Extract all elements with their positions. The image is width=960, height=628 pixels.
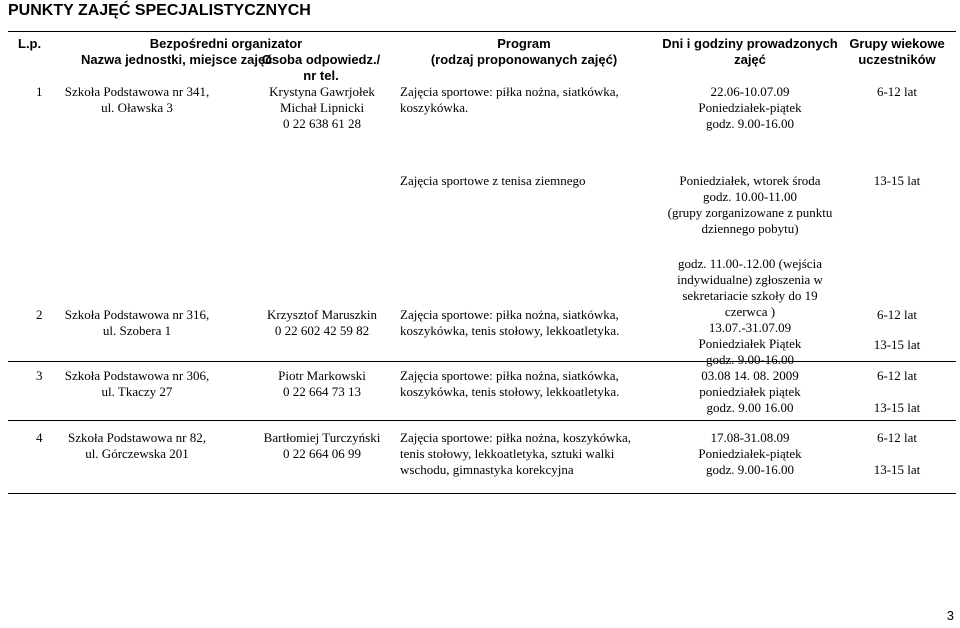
row4-person-line1: Bartłomiej Turczyński (263, 430, 381, 445)
row1-school-line2: ul. Oławska 3 (101, 100, 173, 115)
row2-person-line1: Krzysztof Maruszkin (266, 307, 378, 322)
page-number: 3 (946, 608, 954, 623)
row3-school-line2: ul. Tkaczy 27 (101, 384, 173, 399)
row2-age-line2: 13-15 lat (873, 337, 921, 352)
header-osoba-2: nr tel. (303, 68, 339, 83)
row3-age-line2: 13-15 lat (873, 400, 921, 415)
header-program-2: (rodzaj proponowanych zajęć) (430, 52, 618, 67)
row4-age-line2: 13-15 lat (873, 462, 921, 477)
page-title: PUNKTY ZAJĘĆ SPECJALISTYCZNYCH (8, 2, 311, 19)
row4-age-line1: 6-12 lat (876, 430, 918, 445)
row2-age-line1: 6-12 lat (876, 307, 918, 322)
header-nazwa: Nazwa jednostki, miejsce zajęć (81, 52, 273, 67)
row1-program-line1: Zajęcia sportowe: piłka nożna, siatkówka, (400, 84, 619, 99)
row2-person-line2: 0 22 602 42 59 82 (274, 323, 370, 338)
row3-person-line1: Piotr Markowski (278, 368, 366, 383)
row4-days-line1: 17.08-31.08.09 (710, 430, 790, 445)
row3-lp: 3 (36, 368, 43, 383)
header-osoba-1: Osoba odpowiedz./ (261, 52, 381, 67)
header-dni-1: Dni i godziny prowadzonych (662, 36, 838, 51)
row2-tennis-age: 13-15 lat (873, 173, 921, 188)
row2-days-line2: Poniedziałek Piątek (698, 336, 802, 351)
row4-lp: 4 (36, 430, 43, 445)
row3-program-line1: Zajęcia sportowe: piłka nożna, siatkówka, (400, 368, 619, 383)
row3-age-line1: 6-12 lat (876, 368, 918, 383)
row3-school-line1: Szkoła Podstawowa nr 306, (64, 368, 210, 383)
row1-days-line3: godz. 9.00-16.00 (705, 116, 795, 131)
header-program-1: Program (497, 36, 551, 51)
row2-individual-line3: sekretariacie szkoły do 19 (682, 288, 818, 303)
header-grupy-1: Grupy wiekowe (849, 36, 945, 51)
row2-lp: 2 (36, 307, 43, 322)
row2-tennis-days-line2: godz. 10.00-11.00 (702, 189, 798, 204)
row2-individual-line1: godz. 11.00-.12.00 (wejścia (678, 256, 822, 271)
row3-program-line2: koszykówka, tenis stołowy, lekkoatletyka. (400, 384, 620, 399)
header-grupy-2: uczestników (858, 52, 936, 67)
table-rule-bottom (8, 493, 956, 494)
header-lp: L.p. (18, 36, 42, 51)
row4-person-line2: 0 22 664 06 99 (283, 446, 361, 461)
row3-person-line2: 0 22 664 73 13 (283, 384, 361, 399)
header-bezposredni: Bezpośredni organizator (149, 36, 303, 51)
row2-individual-line2: indywidualne) zgłoszenia w (677, 272, 823, 287)
row2-program-line1: Zajęcia sportowe: piłka nożna, siatkówka, (400, 307, 619, 322)
row1-person-line1: Krystyna Gawrjołek (269, 84, 375, 99)
row2-program-line2: koszykówka, tenis stołowy, lekkoatletyka. (400, 323, 620, 338)
row2-tennis-days-line4: dziennego pobytu) (701, 221, 799, 236)
header-dni-2: zajęć (734, 52, 766, 67)
row2-school-line2: ul. Szobera 1 (102, 323, 172, 338)
row2-school-line1: Szkoła Podstawowa nr 316, (64, 307, 210, 322)
table-rule-row4 (8, 420, 956, 421)
row1-lp: 1 (36, 84, 43, 99)
row1-person-line3: 0 22 638 61 28 (283, 116, 361, 131)
table-rule-top (8, 31, 956, 32)
row3-days-line1: 03.08 14. 08. 2009 (701, 368, 799, 383)
row1-days-line1: 22.06-10.07.09 (710, 84, 790, 99)
row4-days-line2: Poniedziałek-piątek (698, 446, 802, 461)
row4-program-line3: wschodu, gimnastyka korekcyjna (400, 462, 574, 477)
row1-days-line2: Poniedziałek-piątek (698, 100, 802, 115)
row1-school-line1: Szkoła Podstawowa nr 341, (64, 84, 210, 99)
row4-school-line1: Szkoła Podstawowa nr 82, (68, 430, 206, 445)
row1-age: 6-12 lat (876, 84, 918, 99)
row4-school-line2: ul. Górczewska 201 (85, 446, 189, 461)
row2-days-line3: godz. 9.00-16.00 (705, 352, 795, 367)
row1-person-line2: Michał Lipnicki (279, 100, 365, 115)
row4-days-line3: godz. 9.00-16.00 (705, 462, 795, 477)
row3-days-line3: godz. 9.00 16.00 (706, 400, 794, 415)
row2-tennis-program: Zajęcia sportowe z tenisa ziemnego (400, 173, 586, 188)
row1-program-line2: koszykówka. (400, 100, 469, 115)
row2-individual-line4: czerwca ) (724, 304, 776, 319)
row2-days-line1: 13.07.-31.07.09 (708, 320, 792, 335)
row4-program-line1: Zajęcia sportowe: piłka nożna, koszykówka, (400, 430, 632, 445)
row2-tennis-days-line3: (grupy zorganizowane z punktu (667, 205, 833, 220)
row4-program-line2: tenis stołowy, lekkoatletyka, sztuki walki (400, 446, 615, 461)
row3-days-line2: poniedziałek piątek (699, 384, 801, 399)
row2-tennis-days-line1: Poniedziałek, wtorek środa (679, 173, 821, 188)
